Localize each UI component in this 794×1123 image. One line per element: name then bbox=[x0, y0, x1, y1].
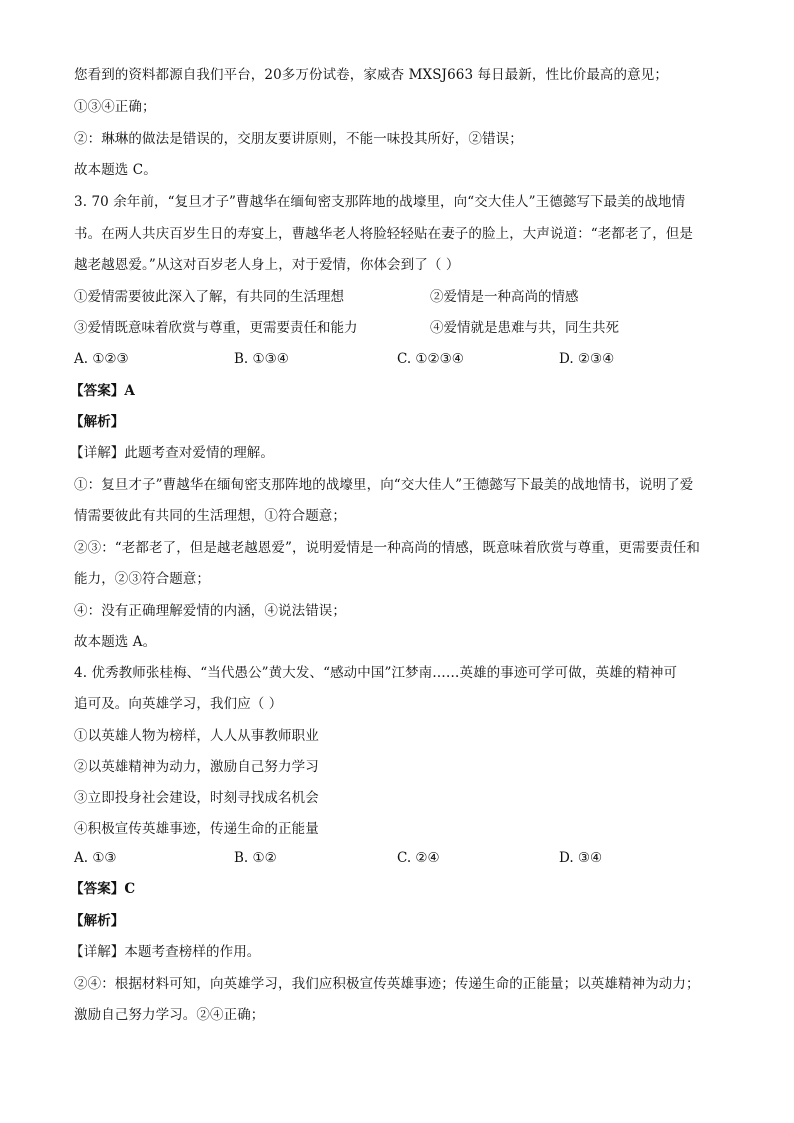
q4-stem-line-1: 4. 优秀教师张桂梅、“当代愚公”黄大发、“感动中国”江梦南……英雄的事迹可学可做，英雄的精神可 bbox=[74, 665, 678, 681]
q4-stem-line-2: 追可及。向英雄学习，我们应（ ） bbox=[74, 696, 283, 712]
q4-option-d: D. ③④ bbox=[559, 850, 603, 866]
q2-answer-choice: 故本题选 C。 bbox=[74, 162, 157, 178]
q4-option-a: A. ①③ bbox=[74, 850, 117, 866]
q3-option-b: B. ①③④ bbox=[234, 351, 289, 367]
q3-stem-line-2: 书。在两人共庆百岁生日的寿宴上，曹越华老人将脸轻轻贴在妻子的脸上，大声说道：“老都老了，但是 bbox=[74, 226, 693, 242]
q4-option-c: C. ②④ bbox=[397, 850, 440, 866]
q3-detail-heading: 【详解】此题考查对爱情的理解。 bbox=[70, 445, 274, 461]
q3-explanation-line-3: ②③：“老都老了，但是越老越恩爱”，说明爱情是一种高尚的情感，既意味着欣赏与尊重，更需要责任和 bbox=[74, 540, 701, 556]
q3-statement-1: ①爱情需要彼此深入了解，有共同的生活理想 bbox=[74, 289, 344, 305]
q4-explanation-line-1: ②④：根据材料可知，向英雄学习，我们应积极宣传英雄事迹；传递生命的正能量；以英雄精神为动力； bbox=[74, 976, 700, 992]
q3-stem-line-1: 3. 70 余年前，“复旦才子”曹越华在缅甸密支那阵地的战壕里，向“交大佳人”王德懿写下最美的战地情 bbox=[74, 194, 686, 210]
q3-explanation-line-4: 能力，②③符合题意； bbox=[74, 571, 210, 587]
q4-option-b: B. ①② bbox=[234, 850, 277, 866]
q3-option-a: A. ①②③ bbox=[74, 351, 129, 367]
q2-explanation-line: ②：琳琳的做法是错误的，交朋友要讲原则，不能一味投其所好，②错误； bbox=[74, 131, 523, 147]
q4-detail-heading: 【详解】本题考查榜样的作用。 bbox=[70, 944, 261, 960]
q3-answer-choice: 故本题选 A。 bbox=[74, 634, 157, 650]
watermark-line: 您看到的资料都源自我们平台，20多万份试卷，家威杏 MXSJ663 每日最新，性比价最高的意见； bbox=[74, 67, 668, 83]
q4-statement-3: ③立即投身社会建设，时刻寻找成名机会 bbox=[74, 790, 319, 806]
q3-analysis-heading: 【解析】 bbox=[70, 414, 125, 430]
q4-explanation-line-2: 激励自己努力学习。②④正确； bbox=[74, 1007, 265, 1023]
q3-answer: 【答案】A bbox=[70, 383, 135, 399]
q4-statement-4: ④积极宣传英雄事迹，传递生命的正能量 bbox=[74, 821, 319, 837]
q4-answer: 【答案】C bbox=[70, 881, 136, 897]
q4-analysis-heading: 【解析】 bbox=[70, 913, 125, 929]
q3-option-d: D. ②③④ bbox=[559, 351, 615, 367]
q3-explanation-line-2: 情需要彼此有共同的生活理想，①符合题意； bbox=[74, 508, 346, 524]
q3-statement-3: ③爱情既意味着欣赏与尊重，更需要责任和能力 bbox=[74, 320, 358, 336]
q4-statement-2: ②以英雄精神为动力，激励自己努力学习 bbox=[74, 759, 319, 775]
q3-explanation-line-5: ④：没有正确理解爱情的内涵，④说法错误； bbox=[74, 603, 346, 619]
q3-stem-line-3: 越老越恩爱。”从这对百岁老人身上，对于爱情，你体会到了（ ） bbox=[74, 257, 460, 273]
q3-explanation-line-1: ①：复旦才子”曹越华在缅甸密支那阵地的战壕里，向“交大佳人”王德懿写下最美的战地情书，说明了爱 bbox=[74, 477, 694, 493]
q4-statement-1: ①以英雄人物为榜样，人人从事教师职业 bbox=[74, 728, 319, 744]
q3-option-c: C. ①②③④ bbox=[397, 351, 464, 367]
q3-statement-4: ④爱情就是患难与共，同生共死 bbox=[430, 320, 619, 336]
q2-conclusion-line: ①③④正确； bbox=[74, 99, 156, 115]
q3-statement-2: ②爱情是一种高尚的情感 bbox=[430, 289, 579, 305]
